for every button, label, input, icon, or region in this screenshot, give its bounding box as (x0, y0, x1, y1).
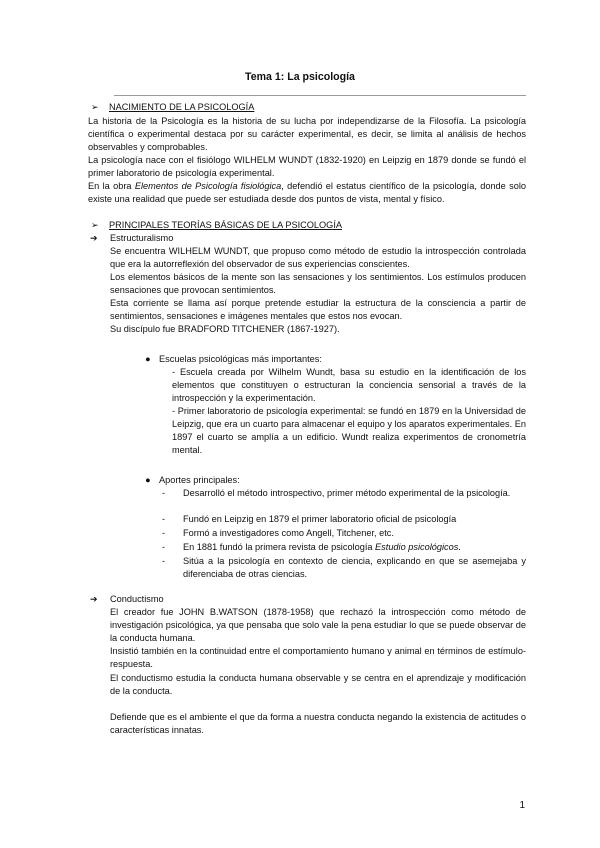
section-heading-text: PRINCIPALES TEORÍAS BÁSICAS DE LA PSICOLOGÍA (109, 220, 342, 230)
arrowhead-bullet-icon: ➢ (91, 220, 99, 230)
bullet-aportes: ● Aportes principales: (145, 475, 240, 485)
paragraph-estructuralismo-4: Su discípulo fue BRADFORD TITCHENER (1867-1927). (110, 324, 340, 334)
bullet-dot-icon: ● (145, 475, 151, 485)
arrow-right-icon: ➔ (90, 233, 98, 243)
arrowhead-bullet-icon: ➢ (91, 102, 99, 112)
page-title: Tema 1: La psicología (245, 71, 355, 83)
subheading-estructuralismo: ➔ Estructuralismo (90, 233, 174, 243)
dash-marker: - (162, 514, 166, 524)
paragraph-estructuralismo-3: Esta corriente se llama así porque pretende estudiar la estructura de la consciencia a partir de sentimientos, sensaciones e imágenes mentales que estos nos evocan. (110, 298, 526, 321)
bullet-dot-icon: ● (145, 354, 151, 364)
dash-marker: - (162, 528, 166, 538)
arrow-right-icon: ➔ (90, 594, 98, 604)
aportes-item: - En 1881 fundó la primera revista de psicología Estudio psicológicos. (162, 542, 461, 552)
escuelas-item-2: - Primer laboratorio de psicología experimental: se fundó en 1879 en la Universidad de Leipzig, que era un cuarto para almacenar el equipo y los aparatos experimentales. En 1897 el cuarto se amplía a un edificio. Wundt realiza experimentos de cronometría mental. (172, 406, 526, 455)
escuelas-item-1: - Escuela creada por Wilhelm Wundt, basa su estudio en la identificación de los elementos que constituyen o estructuran la conciencia sensorial a través de la introspección y la experimentación. (172, 367, 526, 403)
aportes-item: - Formó a investigadores como Angell, Titchener, etc. (162, 528, 394, 538)
paragraph-estructuralismo-1: Se encuentra WILHELM WUNDT, que propuso como método de estudio la introspección controlada que era la autorreflexión del observador de sus experiencias conscientes. (110, 246, 526, 269)
dash-marker: - (162, 488, 166, 498)
section-heading-teorias (91, 219, 342, 232)
paragraph-historia: La historia de la Psicología es la historia de su lucha por independizarse de la Filosofía. La psicología científica o experimental destaca por su carácter experimental, es decir, se limita al análisis de hechos observables y comprobables. (88, 116, 526, 152)
paragraph-conductismo-2: Insistió también en la continuidad entre el comportamiento humano y animal en términos de estímulo-respuesta. (110, 646, 526, 669)
aportes-item: - Desarrolló el método introspectivo, primer método experimental de la psicología. (162, 488, 511, 498)
paragraph-conductismo-1: El creador fue JOHN B.WATSON (1878-1958) que rechazó la introspección como método de investigación psicológica, ya que pensaba que solo vale la pena estudiar lo que se puede observar de la conducta humana. (110, 607, 526, 643)
paragraph-wundt: La psicología nace con el fisiólogo WILHELM WUNDT (1832-1920) en Leipzig en 1879 donde se fundó el primer laboratorio de psicología experimental. (88, 155, 526, 178)
section-heading-nacimiento (91, 101, 254, 114)
section-heading-text: NACIMIENTO DE LA PSICOLOGÍA (109, 102, 255, 112)
title-divider (114, 95, 526, 96)
subheading-conductismo: ➔ Conductismo (90, 594, 164, 604)
aportes-item: - Sitúa a la psicología en contexto de ciencia, explicando en que se asemejaba y diferenciaba de otras ciencias. (162, 556, 526, 579)
bullet-escuelas: ● Escuelas psicológicas más importantes: (145, 354, 322, 364)
book-title: Elementos de Psicología fisiológica (134, 181, 282, 191)
journal-title: Estudio psicológicos (375, 542, 459, 552)
page-number: 1 (519, 800, 525, 811)
paragraph-elementos: En la obra Elementos de Psicología fisiológica, defendió el estatus científico de la psicología, donde solo existe una realidad que puede ser estudiada desde dos puntos de vista, mental y físico. (88, 181, 526, 204)
dash-marker: - (162, 542, 166, 552)
paragraph-estructuralismo-2: Los elementos básicos de la mente son las sensaciones y los sentimientos. Los estímulos producen sensaciones que provocan sentimientos. (110, 272, 526, 295)
aportes-item: - Fundó en Leipzig en 1879 el primer laboratorio oficial de psicología (162, 514, 457, 524)
dash-marker: - (162, 556, 166, 566)
paragraph-conductismo-3: El conductismo estudia la conducta humana observable y se centra en el aprendizaje y modificación de la conducta. (110, 673, 526, 696)
paragraph-conductismo-4: Defiende que es el ambiente el que da forma a nuestra conducta negando la existencia de actitudes o características innatas. (110, 712, 526, 735)
